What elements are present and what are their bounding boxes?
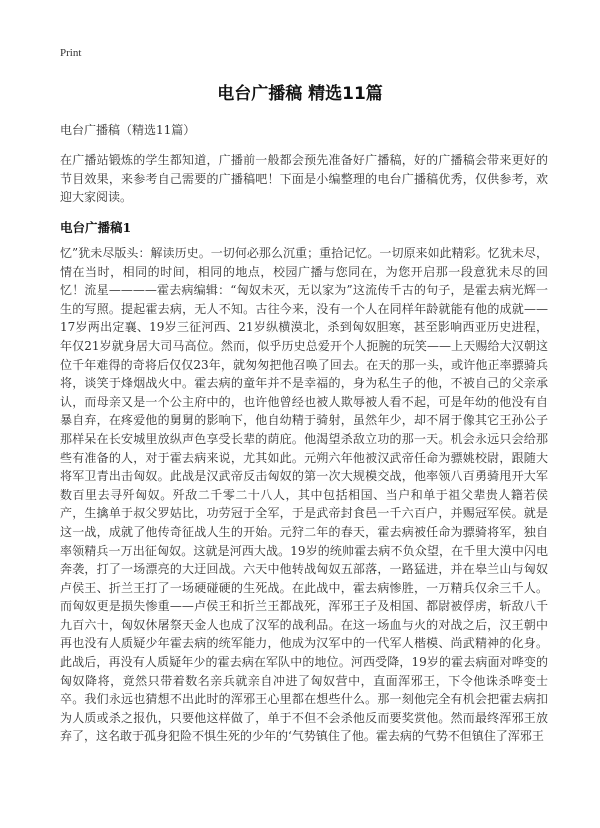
intro-paragraph: 在广播站锻炼的学生都知道，广播前一般都会预先准备好广播稿，好的广播稿会带来更好的节目效果，来参考自己需要的广播稿吧！下面是小编整理的电台广播稿优秀，仅供参考，欢迎大家阅读。: [60, 153, 548, 205]
document-title: 电台广播稿 精选11篇: [217, 84, 383, 104]
document-subtitle: 电台广播稿（精选11篇）: [60, 123, 196, 137]
print-link[interactable]: Print: [60, 47, 82, 59]
body-paragraph: 忆”犹未尽版头：解读历史。一切何必那么沉重；重拾记忆。一切原来如此精彩。忆犹未尽，情在当时，相同的时间，相同的地点，校园广播与您同在，为您开启那一段意犹未尽的回忆！流星————霍去病编辑：“匈奴未灭，无以家为”这流传千古的句子，是霍去病光辉一生的写照。提起霍去病，无人不知。古往今来，没有一个人在同样年龄就能有他的成就——17岁两出定襄、19岁三征河西、21岁纵横漠北，杀到匈奴胆寒，甚至影响西亚历史进程，年仅21岁就身居大司马高位。然而，似乎历史总爱开个人扼腕的玩笑——上天赐给大汉朝这位千年难得的奇将后仅仅23年，就匆匆把他召唤了回去。在天的那一头，或许他正率骠骑兵将，谈笑于烽烟战火中。霍去病的童年并不是幸福的，身为私生子的他，不被自己的父亲承认，而母亲又是一个公主府中的，也许他曾经也被人欺辱被人看不起，可是年幼的他没有自暴自弃，在疼爱他的舅舅的影响下，他自幼精于骑射，虽然年少，却不屑于像其它王孙公子那样呆在长安城里放纵声色享受长辈的荫庇。他渴望杀敌立功的那一天。机会永远只会给那些有准备的人，对于霍去病来说，尤其如此。元朔六年他被汉武帝任命为骠姚校尉，跟随大将军卫青出击匈奴。此战是汉武帝反击匈奴的第一次大规模交战，他率领八百勇骑甩开大军数百里去寻歼匈奴。歼敌二千零二十八人，其中包括相国、当户和单于祖父辈贵人籍若侯产，生擒单于叔父罗姑比，功劳冠于全军，于是武帝封食邑一千六百户，并赐冠军侯。就是这一战，成就了他传奇征战人生的开始。元狩二年的春天，霍去病被任命为骠骑将军，独自率领精兵一万出征匈奴。这就是河西大战。19岁的统帅霍去病不负众望，在千里大漠中闪电奔袭，打了一场漂亮的大迂回战。六天中他转战匈奴五部落，一路猛进，并在皋兰山与匈奴卢侯王、折兰王打了一场硬碰硬的生死战。在此战中，霍去病惨胜，一万精兵仅余三千人。而匈奴更是损失惨重——卢侯王和折兰王都战死，浑邪王子及相国、都尉被俘虏，斩敌八千九百六十，匈奴休屠祭天金人也成了汉军的战利品。在这一场血与火的对战之后，汉王朝中再也没有人质疑少年霍去病的统军能力，他成为汉军中的一代军人楷模、尚武精神的化身。此战后，再没有人质疑年少的霍去病在军队中的地位。河西受降，19岁的霍去病面对哗变的匈奴降将，竟然只带着数名亲兵就亲自冲进了匈奴营中，直面浑邪王，下令他诛杀哗变士卒。我们永远也猜想不出此时的浑邪王心里都在想些什么。那一刻他完全有机会把霍去病扣为人质或杀之报仇，只要他这样做了，单于不但不会杀他反而要奖赏他。然而最终浑邪王放弃了，这名敢于孤身犯险不惧生死的少年的‘气势镇住了他。霍去病的气势不但镇住了浑邪王: [60, 246, 548, 744]
section-heading: 电台广播稿1: [60, 220, 132, 235]
